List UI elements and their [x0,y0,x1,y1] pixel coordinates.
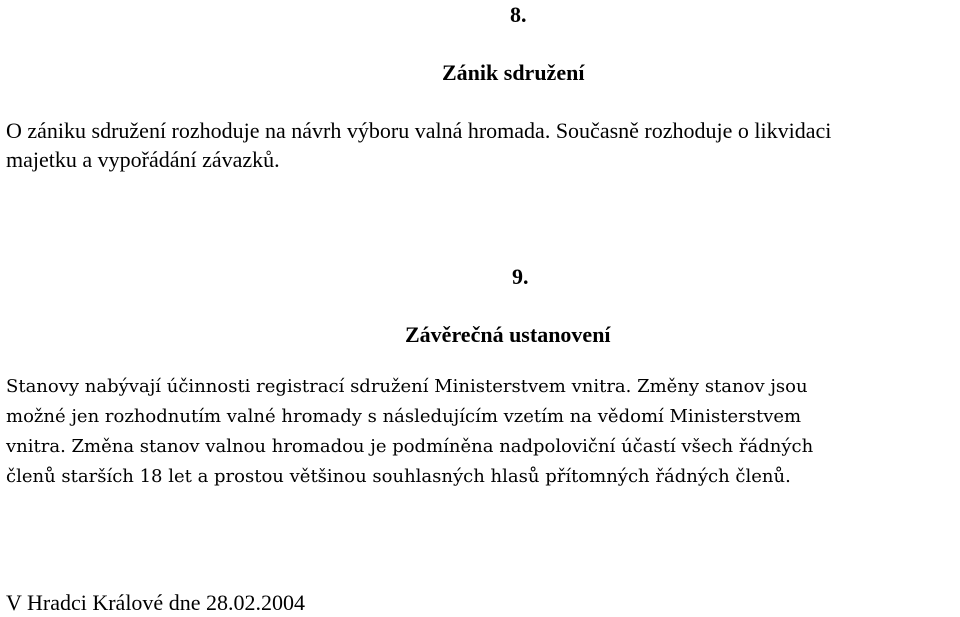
paragraph-line: členů starších 18 let a prostou většinou souhlasných hlasů přítomných řádných členů. [6,466,791,487]
section-8-number: 8. [510,2,527,27]
section-9-title: Závěrečná ustanovení [405,322,611,347]
paragraph-line: Stanovy nabývají účinnosti registrací sdružení Ministerstvem vnitra. Změny stanov jsou [6,376,808,397]
section-8-paragraph [6,116,831,174]
paragraph-line: vnitra. Změna stanov valnou hromadou je podmíněna nadpoloviční účastí všech řádných [6,436,814,457]
section-9-number: 9. [512,264,529,289]
paragraph-line: možné jen rozhodnutím valné hromady s následujícím vzetím na vědomí Ministerstvem [6,406,802,427]
place-date: V Hradci Králové dne 28.02.2004 [6,590,305,615]
paragraph-line: majetku a vypořádání závazků. [6,147,280,172]
section-8-title: Zánik sdružení [442,60,585,85]
section-9-paragraph [6,372,813,492]
paragraph-line: O zániku sdružení rozhoduje na návrh výboru valná hromada. Současně rozhoduje o likvidaci [6,118,832,143]
